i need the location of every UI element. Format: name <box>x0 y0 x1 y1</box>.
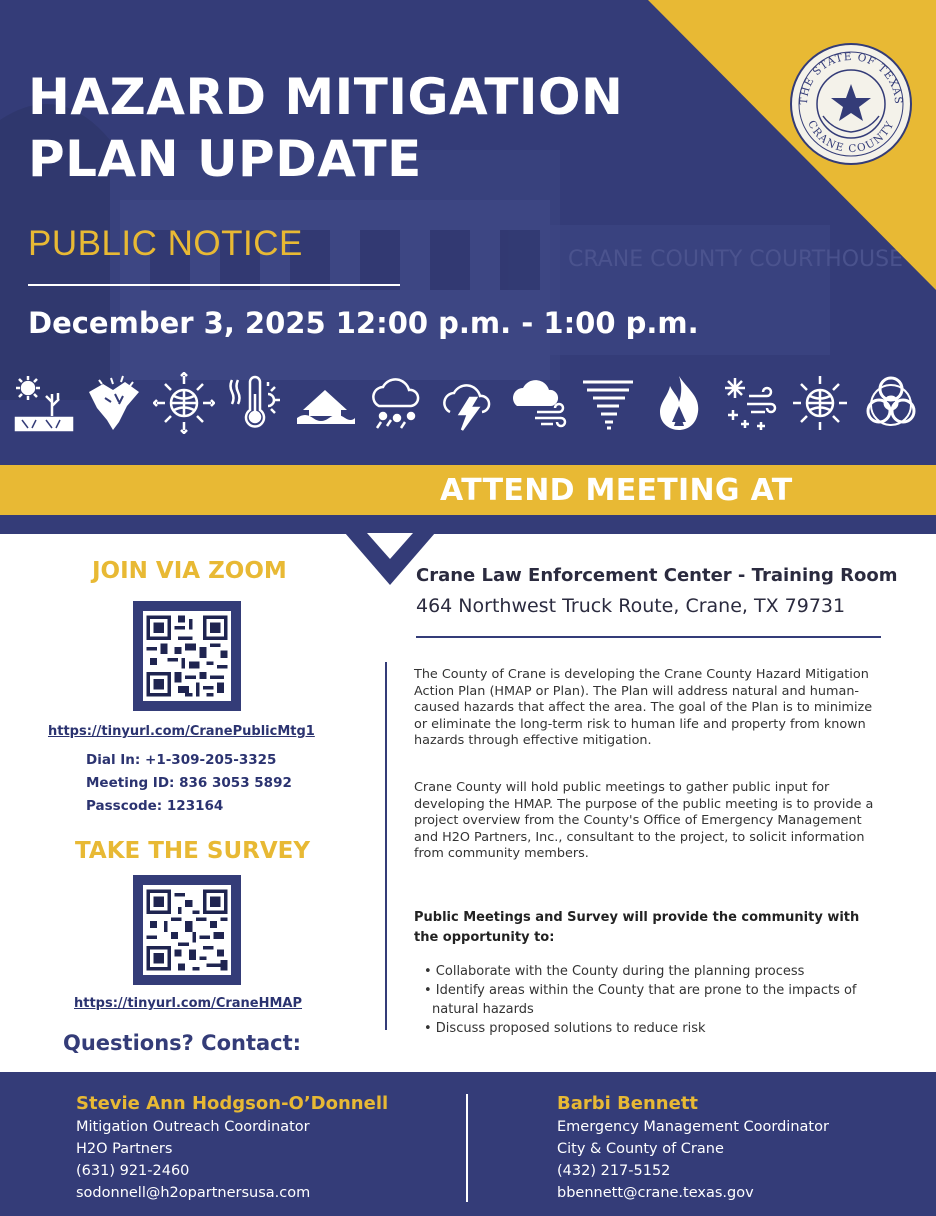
intro-paragraph: The County of Crane is developing the Crane County Hazard Mitigation Action Plan (HMAP or Plan). The Plan will address natural and human-caused hazards that affect the area. The goal of the Plan is to minimize or eliminate the long-term risk to human life and property from known hazards through effective mitigation. <box>414 667 873 748</box>
venue-address: 464 Northwest Truck Route, Crane, TX 79731 <box>416 595 846 617</box>
landslide-icon <box>83 372 145 434</box>
contact-title: Mitigation Outreach Coordinator <box>76 1119 310 1135</box>
attend-meeting-heading: ATTEND MEETING AT <box>440 473 793 508</box>
zoom-qr-pattern <box>143 611 231 701</box>
opportunity-heading: Public Meetings and Survey will provide the community with the opportunity to: <box>414 910 860 945</box>
contact-phone[interactable]: (432) 217-5152 <box>557 1163 671 1179</box>
public-notice-subtitle: PUBLIC NOTICE <box>28 224 303 263</box>
tornado-icon <box>577 372 639 434</box>
survey-qr-pattern <box>143 885 231 975</box>
column-divider <box>385 662 387 1030</box>
footer-divider <box>466 1094 468 1202</box>
meeting-date-time: December 3, 2025 12:00 p.m. - 1:00 p.m. <box>28 306 699 340</box>
attend-band-navy <box>0 515 936 534</box>
hazard-icon-row <box>12 372 922 438</box>
passcode: Passcode: 123164 <box>86 798 224 814</box>
list-item: • Discuss proposed solutions to reduce risk <box>424 1021 706 1036</box>
join-zoom-heading: JOIN VIA ZOOM <box>92 558 287 584</box>
hail-icon <box>365 372 427 434</box>
dial-in-number: Dial In: +1-309-205-3325 <box>86 752 277 768</box>
contact-title: Emergency Management Coordinator <box>557 1119 829 1135</box>
contact-card-hodgson <box>76 1092 388 1204</box>
contact-card-bennett <box>557 1092 829 1204</box>
zoom-dial-info <box>86 749 292 818</box>
survey-link[interactable]: https://tinyurl.com/CraneHMAP <box>74 996 303 1011</box>
dam-failure-icon <box>789 372 851 434</box>
lightning-icon <box>436 372 498 434</box>
high-wind-icon <box>507 372 569 434</box>
venue-name: Crane Law Enforcement Center - Training Room <box>416 565 898 586</box>
survey-qr-code[interactable] <box>133 875 241 985</box>
title-divider <box>28 284 400 286</box>
biohazard-icon <box>860 372 922 434</box>
opportunity-list <box>424 962 882 1038</box>
zoom-qr-code[interactable] <box>133 601 241 711</box>
extreme-heat-icon <box>224 372 286 434</box>
contact-email[interactable]: bbennett@crane.texas.gov <box>557 1185 754 1201</box>
contact-name: Barbi Bennett <box>557 1093 699 1114</box>
building-sign-text: CRANE COUNTY COURTHOUSE <box>568 247 903 272</box>
seal-text-top: THE STATE OF TEXAS <box>797 50 905 106</box>
contact-org: City & County of Crane <box>557 1141 724 1157</box>
crane-county-seal <box>789 42 913 166</box>
list-item: • Identify areas within the County that are prone to the impacts of natural hazards <box>424 983 857 1017</box>
drought-icon <box>12 372 74 434</box>
title-line-1: HAZARD MITIGATION <box>28 68 624 126</box>
zoom-link[interactable]: https://tinyurl.com/CranePublicMtg1 <box>48 724 315 739</box>
header-banner <box>0 0 936 465</box>
contact-name: Stevie Ann Hodgson-O’Donnell <box>76 1093 389 1114</box>
flood-icon <box>295 372 357 434</box>
questions-contact-heading: Questions? Contact: <box>63 1031 302 1055</box>
meeting-purpose-paragraph: Crane County will hold public meetings to gather public input for developing the HMAP. The purpose of the public meeting is to provide a project overview from the County's Office of Emergency Management and H2O Partners, Inc., consultant to the project, to solicit information from community members. <box>414 780 874 861</box>
winter-storm-icon <box>719 372 781 434</box>
meeting-id: Meeting ID: 836 3053 5892 <box>86 775 292 791</box>
list-item: • Collaborate with the County during the planning process <box>424 964 805 979</box>
take-survey-heading: TAKE THE SURVEY <box>75 838 311 864</box>
title-line-2: PLAN UPDATE <box>28 130 422 188</box>
earthquake-icon <box>153 372 215 434</box>
contact-phone[interactable]: (631) 921-2460 <box>76 1163 190 1179</box>
contact-email[interactable]: sodonnell@h2opartnersusa.com <box>76 1185 311 1201</box>
page-title <box>28 66 623 190</box>
seal-text-bottom: CRANE COUNTY <box>805 118 897 156</box>
venue-divider <box>416 636 881 638</box>
contact-org: H2O Partners <box>76 1141 173 1157</box>
wildfire-icon <box>648 372 710 434</box>
